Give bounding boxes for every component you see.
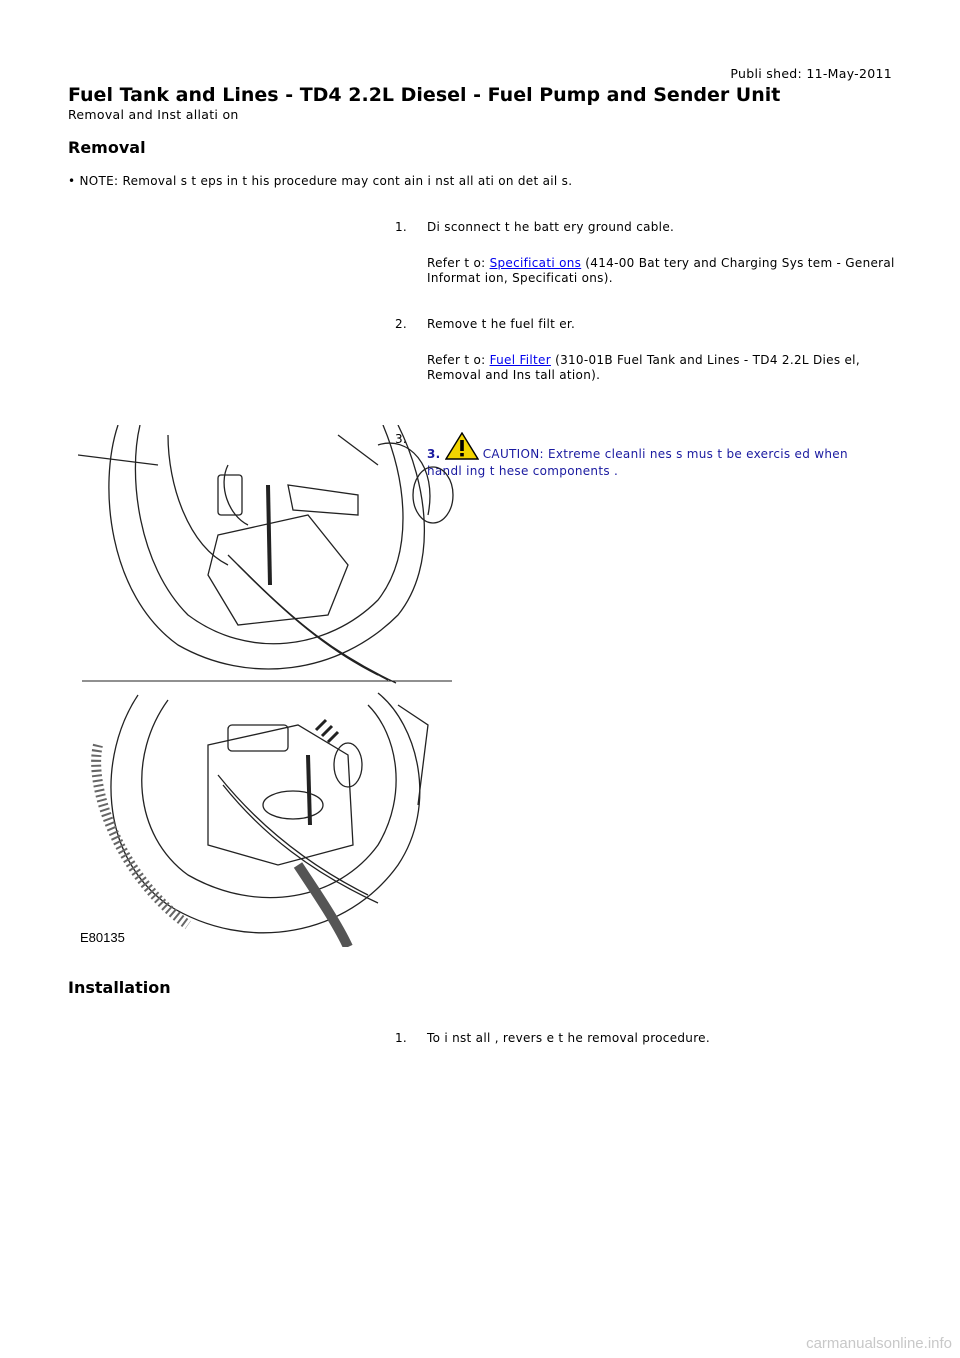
page-subtitle: Removal and Inst allati on	[68, 107, 239, 122]
step-number: 2.	[395, 317, 408, 331]
reference-suffix: (414-00 Bat tery and Charging Sys tem - General Informat ion, Specificati ons).	[427, 256, 895, 285]
removal-step-3	[395, 432, 895, 478]
fuel-pump-drawing	[78, 425, 456, 947]
step-number: 1.	[395, 1031, 408, 1045]
figure-label: E80135	[80, 930, 125, 945]
page-title: Fuel Tank and Lines - TD4 2.2L Diesel - Fuel Pump and Sender Unit	[68, 84, 781, 106]
caution-text: CAUTION: Extreme cleanli nes s mus t be exercis ed when handl ing t hese components .	[427, 447, 848, 478]
specifications-link[interactable]: Specificati ons	[489, 256, 582, 270]
published-date: Publi shed: 11-May-2011	[730, 66, 892, 81]
step-reference	[427, 353, 897, 383]
step-number: 1.	[395, 220, 408, 234]
step-number: 3.	[395, 432, 408, 446]
fuel-pump-illustration	[78, 425, 456, 947]
reference-prefix: Refer t o:	[427, 353, 490, 367]
removal-note: • NOTE: Removal s t eps in t his procedure may cont ain i nst all ati on det ail s.	[68, 174, 573, 188]
removal-step-1	[395, 220, 895, 290]
fuel-filter-link[interactable]: Fuel Filter	[489, 353, 551, 367]
step-text: Remove t he fuel filt er.	[427, 317, 576, 331]
reference-prefix: Refer t o:	[427, 256, 490, 270]
step-text: To i nst all , revers e t he removal procedure.	[427, 1031, 710, 1045]
step-reference	[427, 256, 897, 286]
installation-heading: Installation	[68, 978, 171, 997]
removal-heading: Removal	[68, 138, 146, 157]
installation-step-1	[395, 1031, 895, 1051]
watermark: carmanualsonline.info	[806, 1335, 952, 1352]
step-text: Di sconnect t he batt ery ground cable.	[427, 220, 675, 234]
caution-number: 3.	[427, 447, 441, 461]
removal-step-2	[395, 317, 895, 387]
reference-suffix: (310-01B Fuel Tank and Lines - TD4 2.2L Dies el, Removal and Ins tall ation).	[427, 353, 860, 382]
